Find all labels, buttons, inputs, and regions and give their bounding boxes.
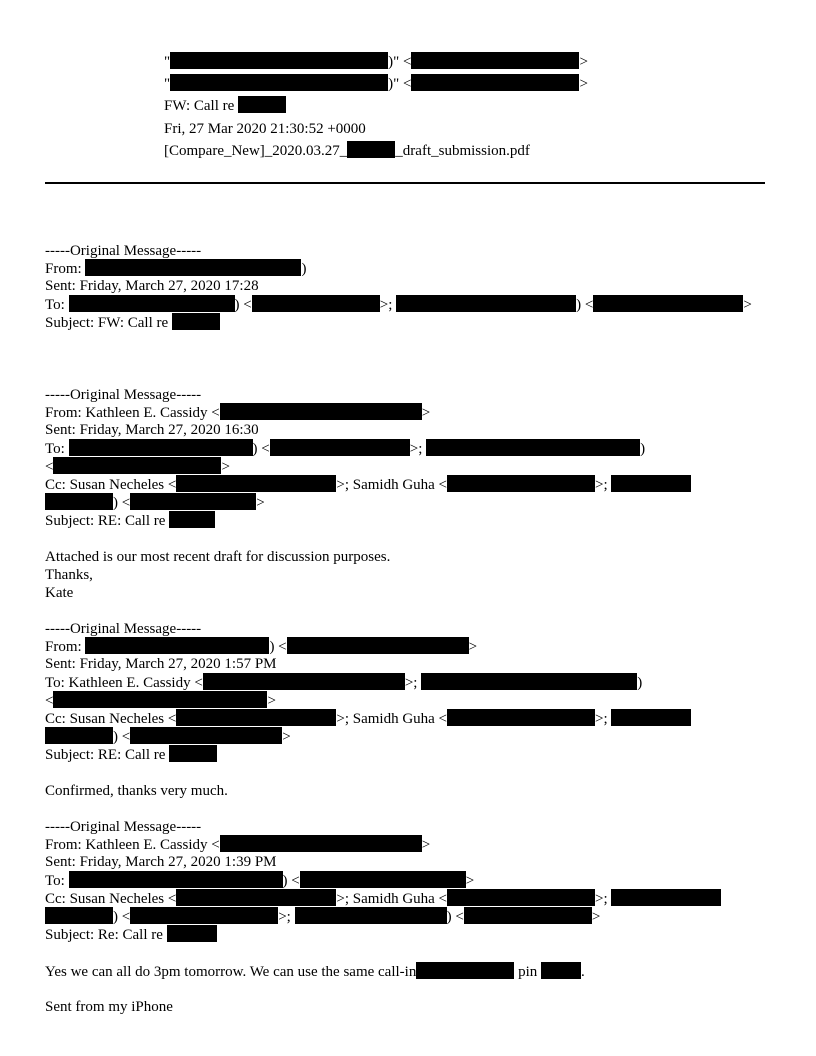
message-subject: Subject: RE: Call re — [45, 745, 217, 763]
message-body-line: Kate — [45, 585, 74, 601]
redaction — [85, 637, 269, 654]
message-divider: -----Original Message----- — [45, 243, 202, 259]
redaction — [130, 493, 256, 510]
message-subject: Subject: Re: Call re — [45, 925, 217, 943]
redaction — [270, 439, 410, 456]
message-from: From: Kathleen E. Cassidy < > — [45, 405, 431, 421]
redaction — [169, 511, 215, 528]
header-divider — [45, 182, 765, 184]
redaction — [611, 475, 691, 492]
redaction — [167, 925, 217, 942]
redaction — [447, 709, 595, 726]
message-to: To: ) < >; ) < > — [45, 297, 752, 313]
message-cc-continued: ) < >; ) < > — [45, 907, 600, 925]
redaction — [69, 295, 235, 312]
redaction — [411, 52, 579, 69]
to-value: " )" < > — [164, 76, 588, 92]
message-sent: Sent: Friday, March 27, 2020 17:28 — [45, 278, 259, 294]
redaction — [447, 475, 595, 492]
redaction — [220, 835, 422, 852]
message-subject: Subject: RE: Call re — [45, 511, 215, 529]
message-divider: -----Original Message----- — [45, 621, 202, 637]
redaction — [426, 439, 640, 456]
redaction — [176, 475, 336, 492]
redaction — [252, 295, 380, 312]
redaction — [287, 637, 469, 654]
date-value: Fri, 27 Mar 2020 21:30:52 +0000 — [164, 121, 366, 137]
message-from: From: Kathleen E. Cassidy < > — [45, 837, 431, 853]
redaction — [421, 673, 637, 690]
redaction — [85, 259, 301, 276]
redaction — [53, 457, 221, 474]
message-to: To: ) < > — [45, 873, 475, 889]
message-body-line: Thanks, — [45, 567, 93, 583]
from-value: " )" < > — [164, 54, 588, 70]
message-sent: Sent: Friday, March 27, 2020 1:57 PM — [45, 656, 277, 672]
redaction — [169, 745, 217, 762]
redaction — [611, 889, 721, 906]
message-divider: -----Original Message----- — [45, 819, 202, 835]
message-sent: Sent: Friday, March 27, 2020 16:30 — [45, 422, 259, 438]
redaction — [396, 295, 576, 312]
redaction — [69, 871, 283, 888]
redaction — [170, 74, 388, 91]
redaction — [53, 691, 267, 708]
message-divider: -----Original Message----- — [45, 387, 202, 403]
message-from: From: ) < > — [45, 639, 478, 655]
message-cc-continued: ) < > — [45, 727, 291, 745]
redaction — [611, 709, 691, 726]
redaction — [300, 871, 466, 888]
message-body-line: Attached is our most recent draft for discussion purposes. — [45, 549, 391, 565]
redaction — [176, 889, 336, 906]
redaction — [347, 141, 395, 158]
redaction — [464, 907, 592, 924]
redaction — [411, 74, 579, 91]
redaction — [295, 907, 447, 924]
redaction — [593, 295, 743, 312]
redaction — [447, 889, 595, 906]
message-subject: Subject: FW: Call re — [45, 313, 220, 331]
message-to-continued: < > — [45, 459, 230, 475]
message-to-continued: < > — [45, 693, 276, 709]
message-sent: Sent: Friday, March 27, 2020 1:39 PM — [45, 854, 277, 870]
redaction — [416, 962, 514, 979]
message-cc: Cc: Susan Necheles < >; Samidh Guha < >; — [45, 475, 691, 493]
message-signature: Sent from my iPhone — [45, 999, 173, 1015]
redaction — [238, 96, 286, 113]
redaction — [69, 439, 253, 456]
message-to: To: Kathleen E. Cassidy < >; ) — [45, 675, 643, 691]
redaction — [45, 727, 113, 744]
redaction — [220, 403, 422, 420]
attachment-link[interactable]: [Compare_New]_2020.03.27_ _draft_submission.pdf — [164, 143, 530, 159]
redaction — [45, 907, 113, 924]
redaction — [130, 907, 278, 924]
message-cc-continued: ) < > — [45, 493, 265, 511]
redaction — [170, 52, 388, 69]
redaction — [176, 709, 336, 726]
message-body-line: Confirmed, thanks very much. — [45, 783, 228, 799]
message-to: To: ) < >; ) — [45, 441, 646, 457]
redaction — [130, 727, 282, 744]
subject-value: FW: Call re — [164, 96, 286, 116]
redaction — [172, 313, 220, 330]
message-from: From: ) — [45, 261, 307, 277]
redaction — [45, 493, 113, 510]
message-cc: Cc: Susan Necheles < >; Samidh Guha < >; — [45, 709, 691, 727]
message-body-line: Yes we can all do 3pm tomorrow. We can use the same call-in pin . — [45, 964, 585, 980]
redaction — [541, 962, 581, 979]
message-cc: Cc: Susan Necheles < >; Samidh Guha < >; — [45, 889, 721, 907]
redaction — [203, 673, 405, 690]
